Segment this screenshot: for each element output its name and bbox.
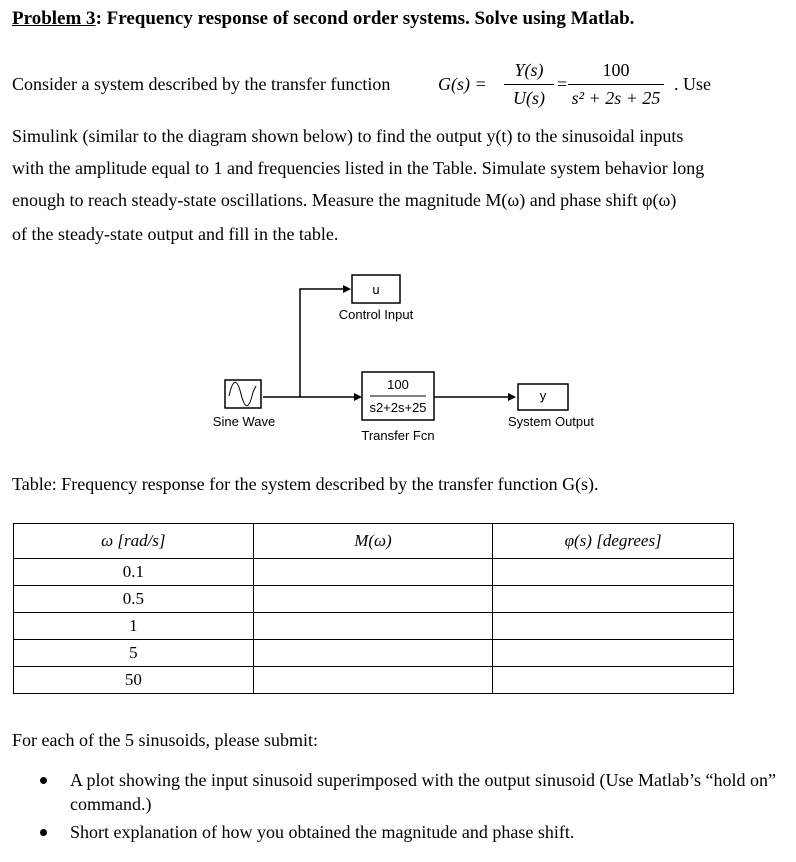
table-row [14,667,734,694]
fraction-num-rhs: 100 [602,60,630,80]
omega-cell: 0.5 [14,586,254,613]
problem-label: Problem 3 [12,8,96,29]
header-magnitude: M(ω) [253,524,493,559]
omega-cell: 5 [14,640,254,667]
omega-cell: 1 [14,613,254,640]
magnitude-cell[interactable] [253,640,493,667]
frequency-table [13,523,734,694]
phase-cell[interactable] [493,613,734,640]
output-block-text: y [539,388,547,403]
intro-use: . Use [674,74,711,94]
magnitude-cell[interactable] [253,667,493,694]
control-block-text: u [372,282,380,297]
sine-wave-block[interactable] [225,380,261,408]
tf-numerator: 100 [387,377,409,392]
problem-heading: : Frequency response of second order systems. Solve using Matlab. [95,8,635,29]
gs-label: G(s) = [438,74,487,94]
bullet-icon [40,829,47,836]
magnitude-cell[interactable] [253,586,493,613]
list-item [40,768,780,816]
arrow-output [508,393,516,401]
omega-cell: 50 [14,667,254,694]
table-row [14,559,734,586]
table-caption: Table: Frequency response for the system described by the transfer function G(s). [12,474,599,494]
arrow-control [343,285,351,293]
list-item [40,820,780,844]
omega-cell: 0.1 [14,559,254,586]
equals-sign: = [557,74,568,94]
intro-line-4: enough to reach steady-state oscillations. Measure the magnitude M(ω) and phase shift φ(ω) [12,190,677,210]
submission-list [40,768,780,848]
submit-intro: For each of the 5 sinusoids, please submit: [12,730,318,750]
fraction-bar-rhs [568,84,664,85]
fraction-num-lhs: Y(s) [514,60,544,80]
branch-to-control-line [300,289,343,397]
table-row [14,586,734,613]
header-phase: φ(s) [degrees] [493,524,734,559]
fraction-den-lhs: U(s) [513,88,545,108]
intro-line-2: Simulink (similar to the diagram shown below) to find the output y(t) to the sinusoidal inputs [12,126,684,146]
magnitude-cell[interactable] [253,613,493,640]
fraction-den-rhs: s² + 2s + 25 [571,88,661,108]
phase-cell[interactable] [493,640,734,667]
intro-line-5: of the steady-state output and fill in the table. [12,224,339,244]
control-input-label: Control Input [338,307,414,322]
intro-text-1: Consider a system described by the transfer function [12,74,391,94]
sine-wave-label: Sine Wave [212,414,276,429]
phase-cell[interactable] [493,559,734,586]
system-output-label: System Output [508,414,594,429]
arrow-tf [354,393,362,401]
header-omega: ω [rad/s] [14,524,254,559]
phase-cell[interactable] [493,586,734,613]
bullet-icon [40,777,47,784]
intro-line-3: with the amplitude equal to 1 and frequencies listed in the Table. Simulate system behavior long [12,158,705,178]
problem-title [12,8,634,30]
transfer-fcn-label: Transfer Fcn [361,428,435,443]
magnitude-cell[interactable] [253,559,493,586]
bullet-text: A plot showing the input sinusoid superimposed with the output sinusoid (Use Matlab’s “hold on” command.) [70,770,776,814]
phase-cell[interactable] [493,667,734,694]
tf-denominator: s2+2s+25 [369,400,427,415]
table-header-row [14,524,734,559]
bullet-text: Short explanation of how you obtained the magnitude and phase shift. [70,822,575,842]
table-row [14,640,734,667]
intro-line-1 [12,74,390,95]
table-row [14,613,734,640]
fraction-bar-lhs [504,84,554,85]
